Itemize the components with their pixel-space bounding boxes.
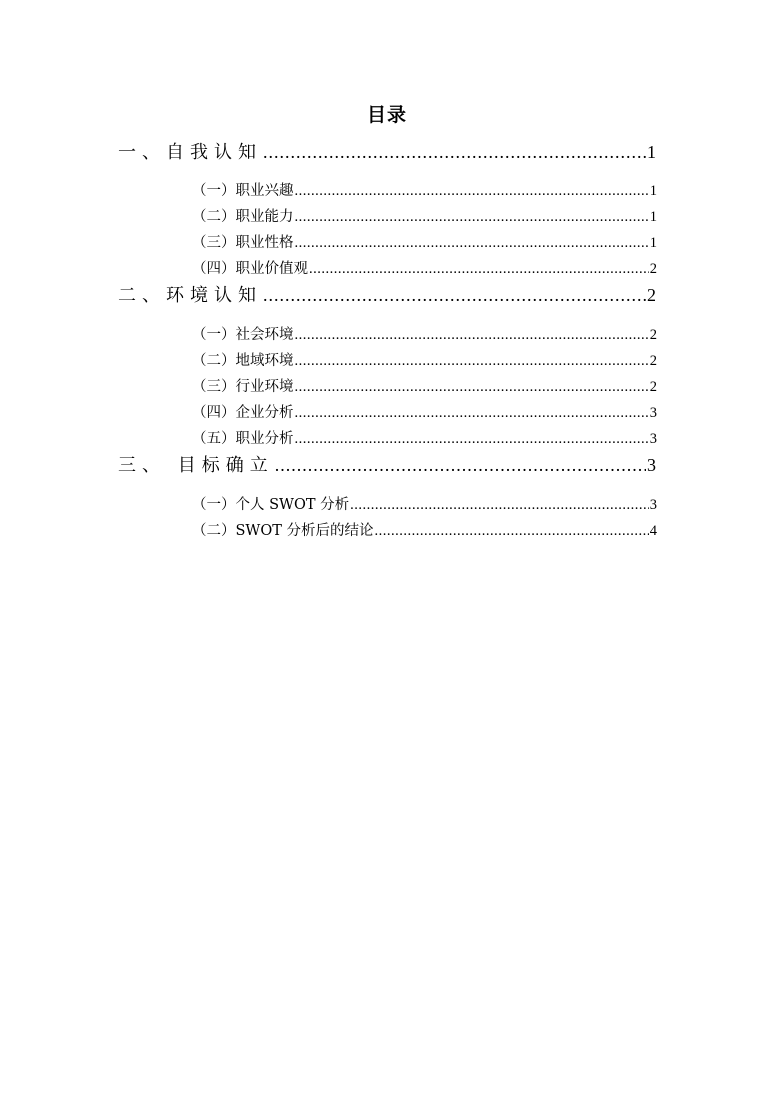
toc-leader-dots xyxy=(295,235,649,252)
toc-item-label: （三）职业性格 xyxy=(192,235,294,251)
toc-leader-dots xyxy=(263,142,646,163)
toc-item-label: （五）职业分析 xyxy=(192,431,294,447)
toc-leader-dots xyxy=(375,523,649,540)
toc-leader-dots xyxy=(309,261,649,278)
toc-leader-dots xyxy=(295,209,649,226)
toc-item[interactable] xyxy=(192,323,657,344)
toc-page-number: 4 xyxy=(649,523,657,539)
toc-item[interactable] xyxy=(192,427,657,448)
toc-leader-dots xyxy=(295,431,649,448)
toc-page-number: 2 xyxy=(647,285,656,305)
toc-section-1[interactable] xyxy=(118,138,656,164)
toc-item[interactable] xyxy=(192,205,657,226)
toc-leader-dots xyxy=(350,497,649,514)
toc-item[interactable] xyxy=(192,401,657,422)
toc-leader-dots xyxy=(263,285,646,306)
toc-page-number: 1 xyxy=(649,183,657,199)
toc-page-number: 1 xyxy=(649,235,657,251)
toc-page-number: 2 xyxy=(649,327,657,343)
toc-leader-dots xyxy=(275,455,646,476)
toc-page-number: 3 xyxy=(649,405,657,421)
toc-leader-dots xyxy=(295,379,649,396)
toc-section-label: 一、自我认知 xyxy=(118,142,262,163)
toc-item[interactable] xyxy=(192,493,657,514)
toc-item[interactable] xyxy=(192,349,657,370)
toc-item-label: （一）个人 SWOT 分析 xyxy=(192,497,350,513)
toc-item[interactable] xyxy=(192,375,657,396)
toc-item[interactable] xyxy=(192,231,657,252)
toc-item-label: （二）地域环境 xyxy=(192,353,294,369)
toc-item-label: （二）SWOT 分析后的结论 xyxy=(192,523,374,539)
toc-page-number: 3 xyxy=(649,431,657,447)
toc-item[interactable] xyxy=(192,519,657,540)
toc-title: 目录 xyxy=(366,104,407,126)
toc-item-label: （四）职业价值观 xyxy=(192,261,308,277)
toc-page-number: 2 xyxy=(649,379,657,395)
toc-page-number: 3 xyxy=(649,497,657,513)
toc-leader-dots xyxy=(295,183,649,200)
toc-item-label: （一）职业兴趣 xyxy=(192,183,294,199)
toc-leader-dots xyxy=(295,405,649,422)
toc-section-2[interactable] xyxy=(118,281,656,307)
toc-section-label: 二、环境认知 xyxy=(118,285,262,306)
toc-item-label: （二）职业能力 xyxy=(192,209,294,225)
toc-section-label: 三、 目标确立 xyxy=(118,455,274,476)
toc-item-label: （四）企业分析 xyxy=(192,405,294,421)
toc-leader-dots xyxy=(295,327,649,344)
toc-item[interactable] xyxy=(192,257,657,278)
toc-page-number: 1 xyxy=(647,142,656,162)
toc-page-number: 2 xyxy=(649,261,657,277)
toc-page-number: 3 xyxy=(647,455,656,475)
toc-section-3[interactable] xyxy=(118,451,656,477)
toc-item[interactable] xyxy=(192,179,657,200)
toc-leader-dots xyxy=(295,353,649,370)
toc-page-number: 1 xyxy=(649,209,657,225)
toc-item-label: （一）社会环境 xyxy=(192,327,294,343)
toc-page-number: 2 xyxy=(649,353,657,369)
toc-item-label: （三）行业环境 xyxy=(192,379,294,395)
